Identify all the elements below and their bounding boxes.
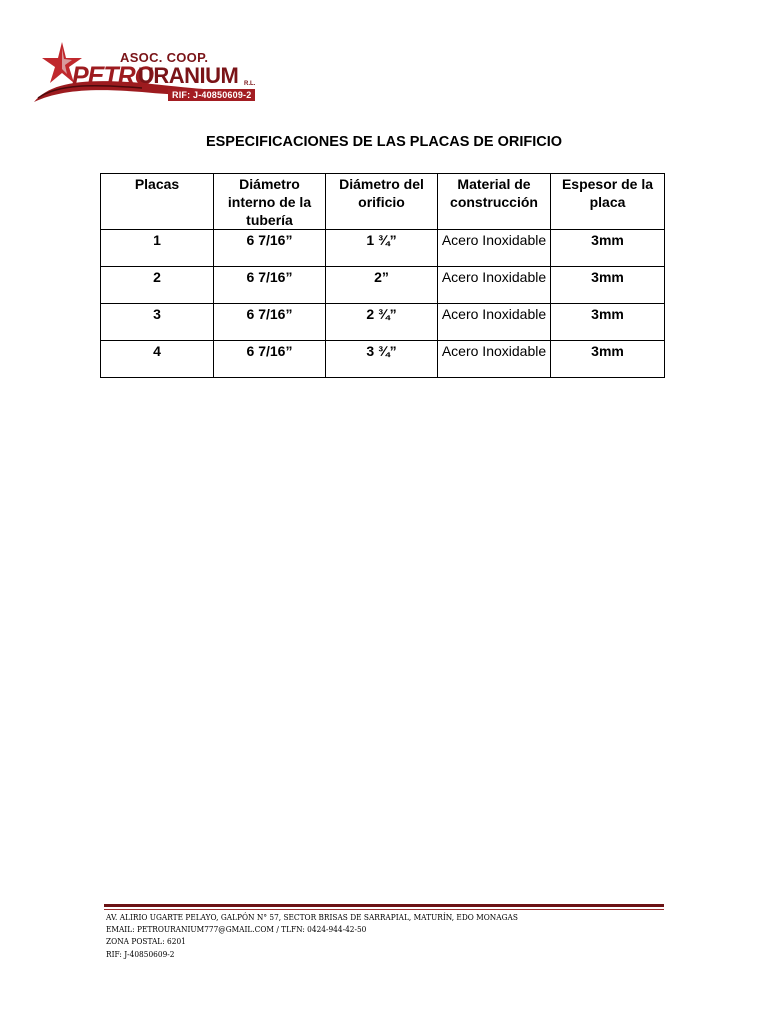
cell-diametro-orificio: 3 ¾” [326, 341, 438, 378]
cell-diametro-interno: 6 7/16” [214, 304, 326, 341]
cell-material: Acero Inoxidable [438, 304, 551, 341]
cell-placa: 1 [101, 230, 214, 267]
cell-diametro-orificio: 1 ¾” [326, 230, 438, 267]
cell-diametro-interno: 6 7/16” [214, 230, 326, 267]
header-espesor: Espesor de la placa [551, 174, 665, 230]
logo-name-uranium: URANIUM [138, 63, 239, 88]
cell-diametro-orificio: 2 ¾” [326, 304, 438, 341]
footer-divider [104, 904, 664, 910]
header-diametro-orificio: Diámetro del orificio [326, 174, 438, 230]
cell-material: Acero Inoxidable [438, 267, 551, 304]
table-header-row [101, 174, 665, 230]
cell-espesor: 3mm [551, 341, 665, 378]
cell-espesor: 3mm [551, 267, 665, 304]
footer-address: AV. ALIRIO UGARTE PELAYO, GALPÓN N° 57, SECTOR BRISAS DE SARRAPIAL, MATURÍN, EDO MONAGAS [106, 913, 518, 923]
logo-name-petro: PETRO [72, 61, 154, 91]
cell-material: Acero Inoxidable [438, 230, 551, 267]
cell-espesor: 3mm [551, 230, 665, 267]
cell-diametro-orificio: 2” [326, 267, 438, 304]
logo-top-text: ASOC. COOP. [120, 50, 209, 65]
table-row [101, 341, 665, 378]
footer-postal-code: ZONA POSTAL: 6201 [106, 937, 186, 948]
cell-placa: 2 [101, 267, 214, 304]
cell-diametro-interno: 6 7/16” [214, 341, 326, 378]
company-logo [32, 40, 262, 106]
cell-diametro-interno: 6 7/16” [214, 267, 326, 304]
footer-rif: RIF: J-40850609-2 [106, 949, 175, 960]
document-title: ESPECIFICACIONES DE LAS PLACAS DE ORIFICIO [205, 134, 563, 150]
logo-rif-badge: RIF: J-40850609-2 [168, 89, 255, 101]
footer [106, 912, 585, 961]
cell-placa: 4 [101, 341, 214, 378]
header-material: Material de construcción [438, 174, 551, 230]
specifications-table [100, 173, 665, 378]
cell-placa: 3 [101, 304, 214, 341]
header-placas: Placas [101, 174, 214, 230]
header-diametro-interno: Diámetro interno de la tubería [214, 174, 326, 230]
table-row [101, 230, 665, 267]
table-row [101, 267, 665, 304]
footer-contact: EMAIL: PETROURANIUM777@GMAIL.COM / TLFN: 0424-944-42-50 [106, 925, 367, 936]
cell-material: Acero Inoxidable [438, 341, 551, 378]
logo-suffix: R.L. [244, 81, 256, 87]
cell-espesor: 3mm [551, 304, 665, 341]
table-row [101, 304, 665, 341]
